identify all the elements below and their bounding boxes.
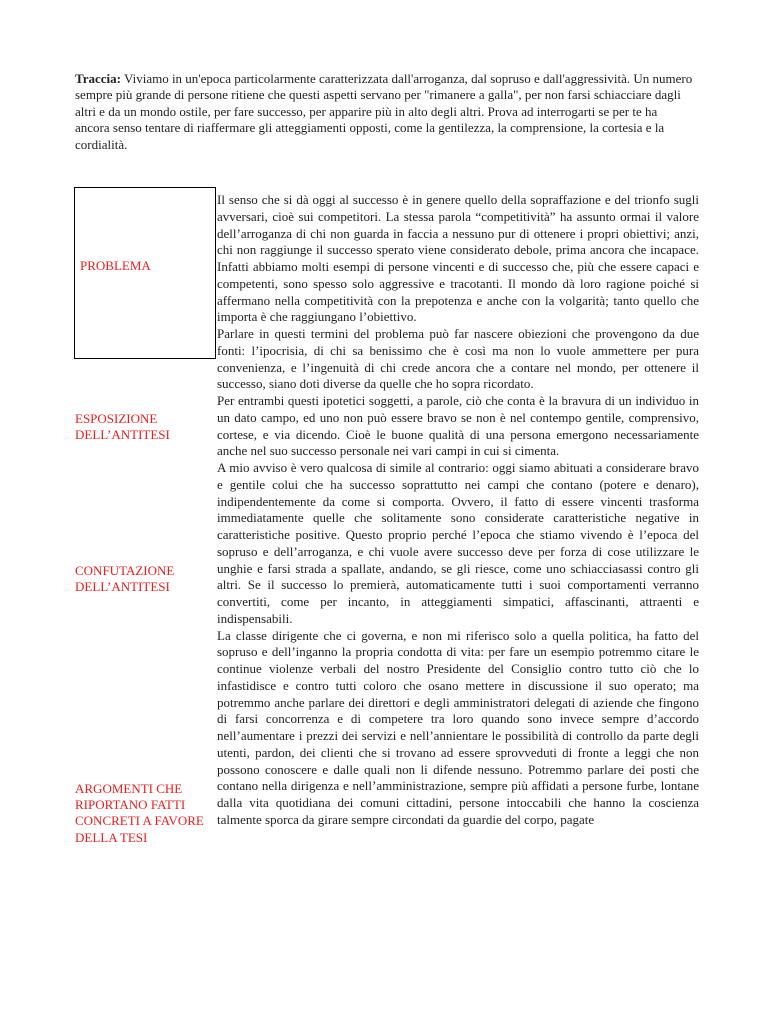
label-esposizione-antitesi: ESPOSIZIONE DELL’ANTITESI — [75, 411, 170, 443]
paragraph-confutazione: A mio avviso è vero qualcosa di simile al contrario: oggi siamo abituati a considerare bravo e gentile colui che ha successo soprattutto nei campi che contano (potere e denaro), indipendentemente da come si comporta. Ovvero, il fatto di essere vincenti trasforma immediatamente quelle che solitamente sono considerate caratteristiche negative in caratteristiche positive. Questo proprio perché l’epoca che stiamo vivendo è l’epoca del sopruso e dell’arroganza, e chi vuole avere successo deve per forza di cose utilizzare le unghie e farsi strada a spallate, andando, se gli riesce, come uno schiacciasassi contro gli altri. Se il successo lo premierà, automaticamente tutti i suoi comportamenti verranno convertiti, come per incanto, in atteggiamenti simpatici, affascinanti, attraenti e indispensabili. — [217, 460, 699, 626]
traccia-text: Viviamo in un'epoca particolarmente caratterizzata dall'arroganza, dal sopruso e dall'aggressività. Un numero sempre più grande di persone ritiene che questi aspetti servano per "rimanere a galla", per non farsi schiacciare dagli altri e da un mondo ostile, per fare successo, per apparire più in alto degli altri. Prova ad interrogarti se per te ha ancora senso tentare di riaffermare gli atteggiamenti opposti, come la gentilezza, la comprensione, la cortesia e la cordialità. — [75, 71, 693, 152]
paragraph-esposizione-2: Per entrambi questi ipotetici soggetti, a parole, ciò che conta è la bravura di un individuo in un dato campo, ed uno non può essere bravo se non è nel contempo gentile, comprensivo, cortese, e via dicendo. Cioè le buone qualità di una persona emergono necessariamente anche nel suo successo personale nei vari campi in cui si cimenta. — [217, 393, 699, 459]
essay-body — [217, 192, 699, 829]
traccia-label: Traccia: — [75, 71, 121, 86]
label-argomenti-tesi: ARGOMENTI CHE RIPORTANO FATTI CONCRETI A FAVORE DELLA TESI — [75, 781, 204, 845]
traccia-prompt — [75, 71, 695, 153]
paragraph-esposizione-1: Parlare in questi termini del problema può far nascere obiezioni che provengono da due fonti: l’ipocrisia, di chi sa benissimo che è così ma non lo vuole ammettere per pura convenienza, e l’ingenuità di chi crede ancora che a contare nel mondo, per ottenere il successo, siano doti diverse da quelle che ho sopra ricordato. — [217, 326, 699, 392]
label-problema: PROBLEMA — [80, 258, 151, 273]
paragraph-argomenti: La classe dirigente che ci governa, e non mi riferisco solo a quella politica, ha fatto del sopruso e dell’inganno la propria condotta di vita: per fare un esempio potremmo citare le continue violenze verbali del nostro Presidente del Consiglio contro tutto ciò che lo infastidisce e contro tutti coloro che osano mettere in discussione il suo operato; ma potremmo anche parlare dei direttori e degli amministratori delegati di aziende che fingono di farsi concorrenza e di competere tra loro quando sono invece sempre d’accordo nell’aumentare i prezzi dei servizi e nell’annientare le possibilità di controllo da parte degli utenti, pardon, dei clienti che si trovano ad essere sprovveduti di fronte a leggi che non possono conoscere e dalle quali non li difende nessuno. Potremmo parlare dei posti che contano nella dirigenza e nell’amministrazione, sempre più affidati a persone furbe, lontane dalla vita quotidiana dei comuni cittadini, persone intoccabili che hanno la coscienza talmente sporca da girare sempre circondati da guardie del corpo, pagate — [217, 627, 699, 827]
label-confutazione-antitesi: CONFUTAZIONE DELL’ANTITESI — [75, 563, 175, 595]
paragraph-problema: Il senso che si dà oggi al successo è in genere quello della sopraffazione e del trionfo sugli avversari, cioè sui competitori. La stessa parola “competitività” ha assunto ormai il valore dell’arroganza di chi non guarda in faccia a nessuno pur di ottenere i propri obiettivi; anzi, chi non raggiunge il successo sperato viene considerato debole, prima ancora che incapace. Infatti abbiamo molti esempi di persone vincenti e di successo che, più che essere capaci e competenti, sono spesso solo aggressive e tracotanti. Il mondo dà loro ragione poiché si affermano nella competitività con la prepotenza e anche con la volgarità; tanto quello che importa è che raggiungano l’obiettivo. — [217, 192, 699, 325]
